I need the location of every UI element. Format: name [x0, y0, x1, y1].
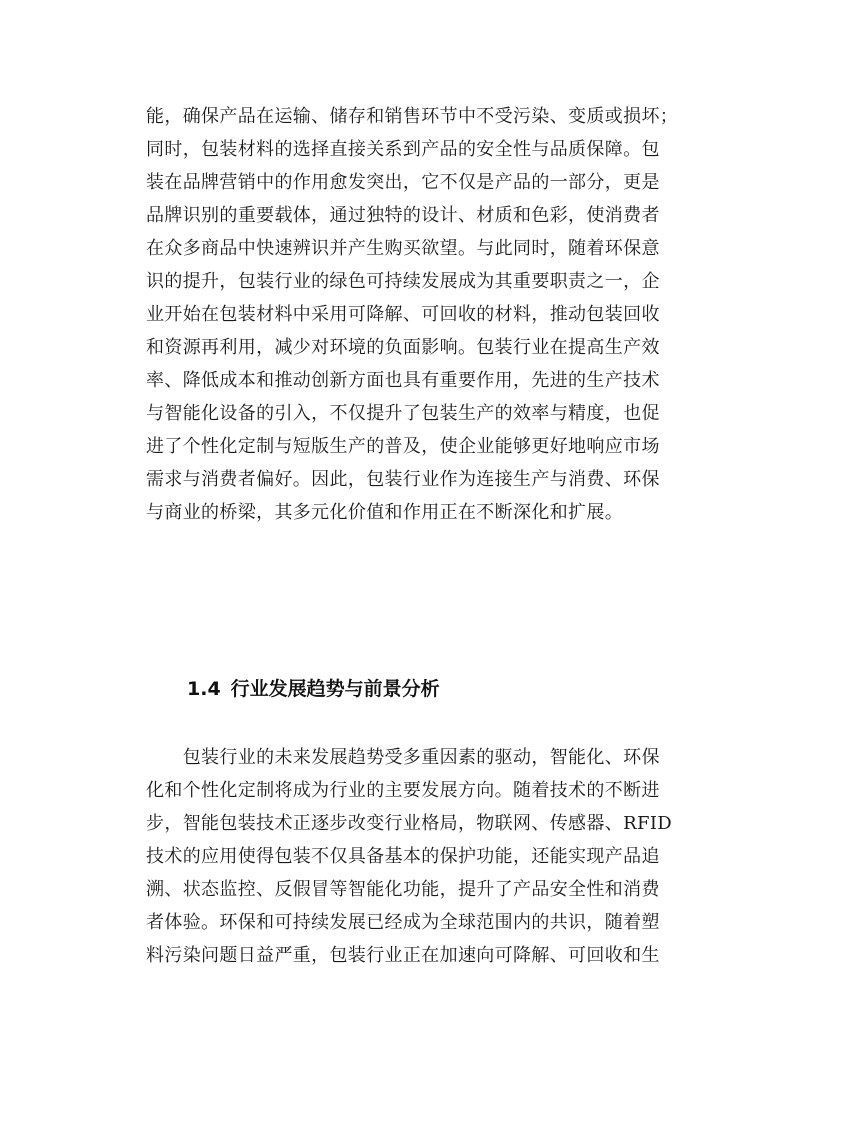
- section-title: 行业发展趋势与前景分析: [230, 678, 440, 700]
- paragraph-line: 化和个性化定制将成为行业的主要发展方向。随着技术的不断进: [146, 780, 660, 801]
- paragraph-line: 率、降低成本和推动创新方面也具有重要作用，先进的生产技术: [146, 370, 660, 391]
- paragraph-line: 需求与消费者偏好。因此，包装行业作为连接生产与消费、环保: [146, 469, 660, 490]
- paragraph-line: 和资源再利用，减少对环境的负面影响。包装行业在提高生产效: [146, 337, 660, 358]
- section-number: 1.4: [187, 678, 221, 700]
- paragraph-line: 者体验。环保和可持续发展已经成为全球范围内的共识，随着塑: [146, 912, 660, 933]
- paragraph-line: 同时，包装材料的选择直接关系到产品的安全性与品质保障。包: [146, 139, 660, 160]
- paragraph-line: 与智能化设备的引入，不仅提升了包装生产的效率与精度，也促: [146, 403, 660, 424]
- paragraph-line: 包装行业的未来发展趋势受多重因素的驱动，智能化、环保: [146, 747, 660, 768]
- paragraph-line: 业开始在包装材料中采用可降解、可回收的材料，推动包装回收: [146, 304, 660, 325]
- body-paragraph-1: [146, 100, 698, 529]
- paragraph-line: 料污染问题日益严重，包装行业正在加速向可降解、可回收和生: [146, 945, 660, 966]
- paragraph-line: 品牌识别的重要载体，通过独特的设计、材质和色彩，使消费者: [146, 205, 660, 226]
- paragraph-line: 溯、状态监控、反假冒等智能化功能，提升了产品安全性和消费: [146, 879, 660, 900]
- paragraph-line: 步，智能包装技术正逐步改变行业格局，物联网、传感器、RFID: [146, 813, 673, 834]
- section-heading: [187, 675, 687, 703]
- paragraph-line: 在众多商品中快速辨识并产生购买欲望。与此同时，随着环保意: [146, 238, 660, 259]
- paragraph-line: 进了个性化定制与短版生产的普及，使企业能够更好地响应市场: [146, 436, 660, 457]
- paragraph-line: 技术的应用使得包装不仅具备基本的保护功能，还能实现产品追: [146, 846, 660, 867]
- paragraph-line: 装在品牌营销中的作用愈发突出，它不仅是产品的一部分，更是: [146, 172, 660, 193]
- paragraph-line: 能，确保产品在运输、储存和销售环节中不受污染、变质或损坏；: [146, 106, 679, 127]
- paragraph-line: 识的提升，包装行业的绿色可持续发展成为其重要职责之一，企: [146, 271, 660, 292]
- paragraph-line: 与商业的桥梁，其多元化价值和作用正在不断深化和扩展。: [146, 502, 624, 523]
- body-paragraph-2: [146, 741, 698, 972]
